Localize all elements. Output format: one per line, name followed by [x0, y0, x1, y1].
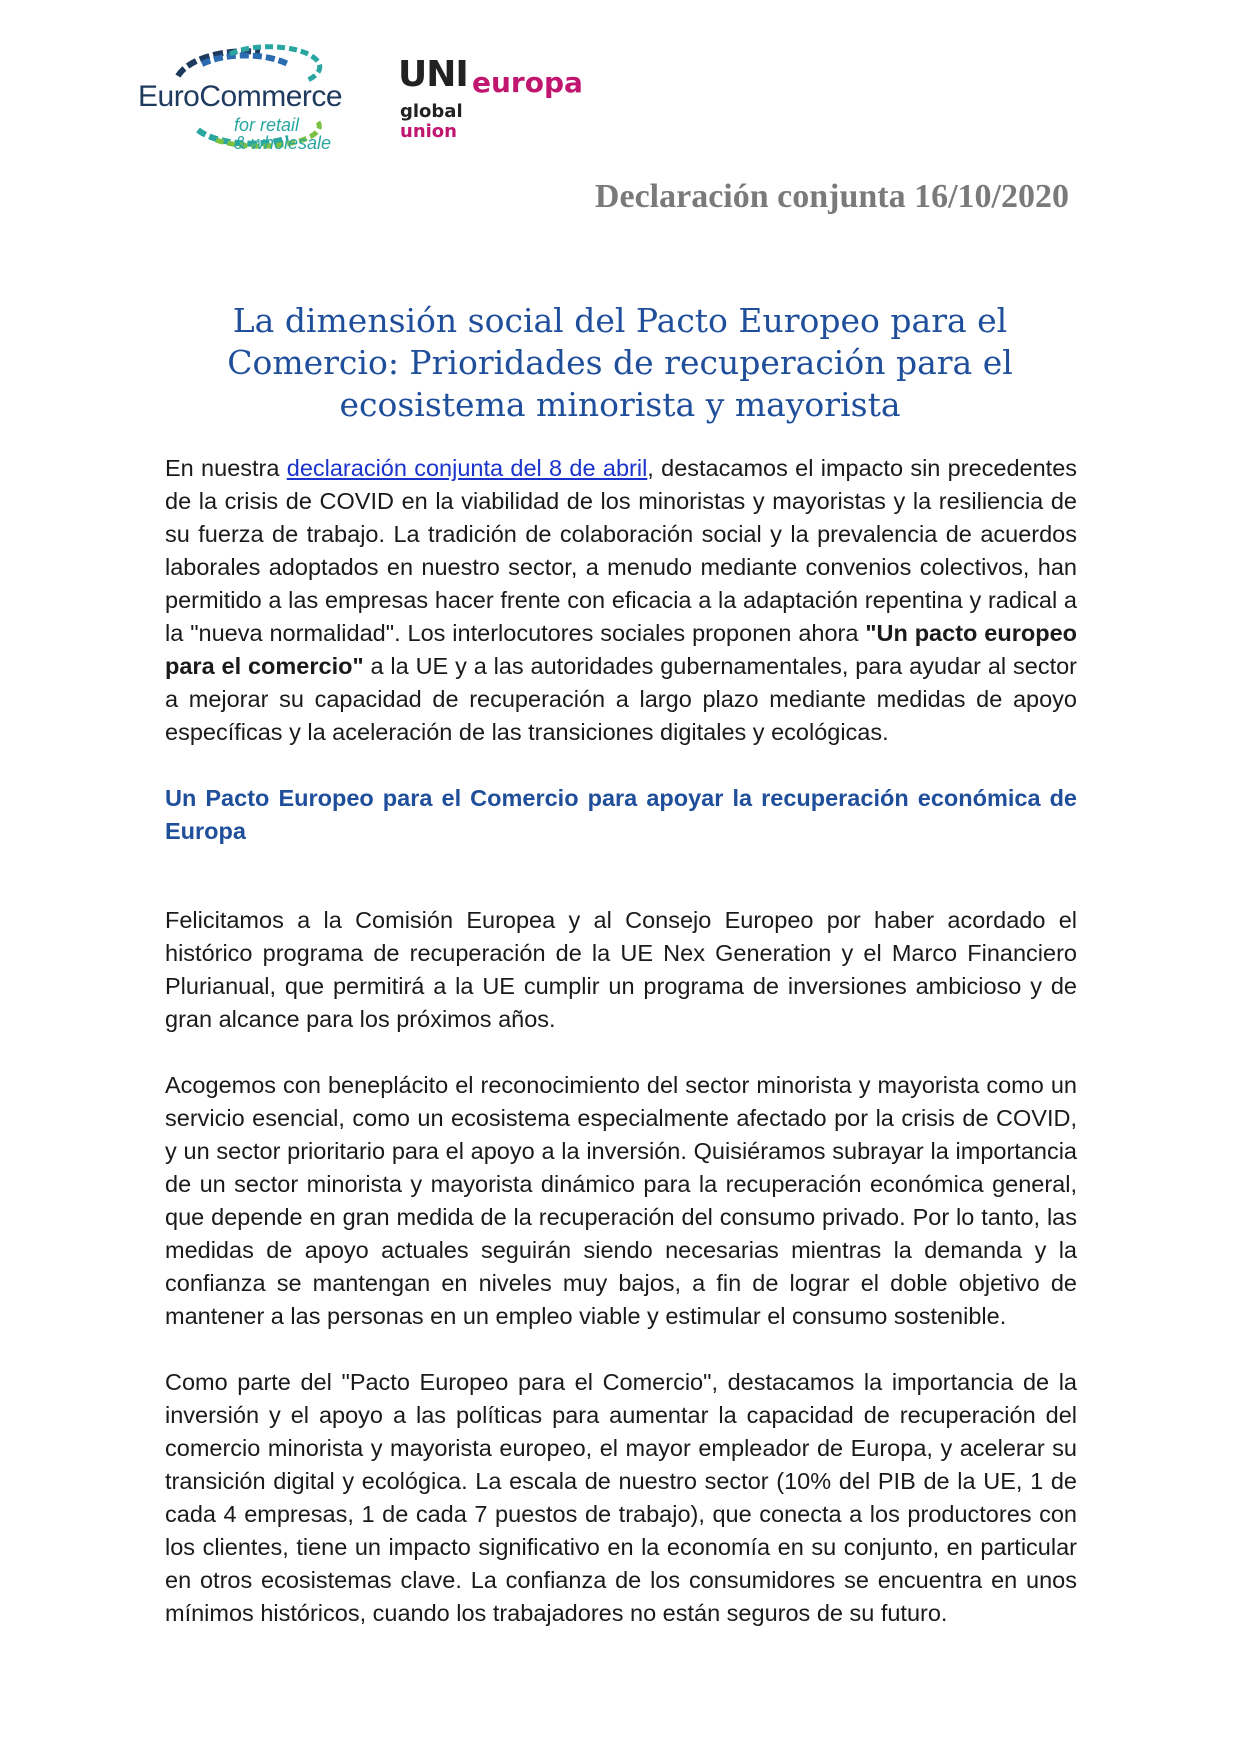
- paragraph-intro-start: En nuestra: [165, 455, 287, 481]
- title-line-3: ecosistema minorista y mayorista: [339, 385, 901, 424]
- paragraph-intro-bold: "Un pacto europeo para el comercio": [165, 620, 1077, 679]
- paragraph-intro: [165, 452, 1077, 749]
- document-title: [165, 300, 1075, 426]
- document-body: [165, 452, 1077, 1630]
- eurocommerce-logo: [138, 42, 368, 152]
- uni-union-word: union: [400, 121, 457, 142]
- eurocommerce-tagline-line1: for retail: [234, 115, 300, 135]
- eurocommerce-wordmark: EuroCommerce: [138, 80, 343, 113]
- paragraph-intro-end: a la UE y a las autoridades gubernamentales, para ayudar al sector a mejorar su capacidad de recuperación a largo plazo mediante medidas de apoyo específicas y la aceleración de las transiciones digitales y ecológicas.: [165, 653, 1077, 745]
- paragraph-recognition: Acogemos con beneplácito el reconocimiento del sector minorista y mayorista como un servicio esencial, como un ecosistema especialmente afectado por la crisis de COVID, y un sector prioritario para el apoyo a la inversión. Quisiéramos subrayar la importancia de un sector minorista y mayorista dinámico para la recuperación económica general, que depende en gran medida de la recuperación del consumo privado. Por lo tanto, las medidas de apoyo actuales seguirán siendo necesarias mientras la demanda y la confianza se mantengan en niveles muy bajos, a fin de lograr el doble objetivo de mantener a las personas en un empleo viable y estimular el consumo sostenible.: [165, 1072, 1077, 1329]
- uni-global-word: global: [400, 101, 463, 122]
- title-line-2: Comercio: Prioridades de recuperación para el: [227, 343, 1013, 382]
- section-subheading: Un Pacto Europeo para el Comercio para apoyar la recuperación económica de Europa: [165, 785, 1077, 844]
- date-heading: Declaración conjunta 16/10/2020: [594, 178, 1069, 215]
- uni-mark: UNI: [398, 54, 468, 95]
- uni-europa-word: europa: [472, 66, 583, 99]
- eurocommerce-tagline-line2: & wholesale: [234, 133, 332, 153]
- title-line-1: La dimensión social del Pacto Europeo para el: [232, 301, 1008, 340]
- paragraph-intro-middle: , destacamos el impacto sin precedentes de la crisis de COVID en la viabilidad de los minoristas y mayoristas y la resiliencia de su fuerza de trabajo. La tradición de colaboración social y la prevalencia de acuerdos laborales adoptados en nuestro sector, a menudo mediante convenios colectivos, han permitido a las empresas hacer frente con eficacia a la adaptación repentina y radical a la "nueva normalidad". Los interlocutores sociales proponen ahora: [165, 455, 1078, 646]
- joint-declaration-link[interactable]: declaración conjunta del 8 de abril: [286, 455, 648, 481]
- eurocommerce-tagline: [234, 116, 331, 152]
- uni-europa-logo: [398, 48, 583, 158]
- paragraph-congratulations: Felicitamos a la Comisión Europea y al Consejo Europeo por haber acordado el histórico programa de recuperación de la UE Nex Generation y el Marco Financiero Plurianual, que permitirá a la UE cumplir un programa de inversiones ambicioso y de gran alcance para los próximos años.: [165, 907, 1077, 1032]
- paragraph-pact: Como parte del "Pacto Europeo para el Comercio", destacamos la importancia de la inversión y el apoyo a las políticas para aumentar la capacidad de recuperación del comercio minorista y mayorista europeo, el mayor empleador de Europa, y acelerar su transición digital y ecológica. La escala de nuestro sector (10% del PIB de la UE, 1 de cada 4 empresas, 1 de cada 7 puestos de trabajo), que conecta a los productores con los clientes, tiene un impacto significativo en la economía en su conjunto, en particular en otros ecosistemas clave. La confianza de los consumidores se encuentra en unos mínimos históricos, cuando los trabajadores no están seguros de su futuro.: [165, 1369, 1077, 1626]
